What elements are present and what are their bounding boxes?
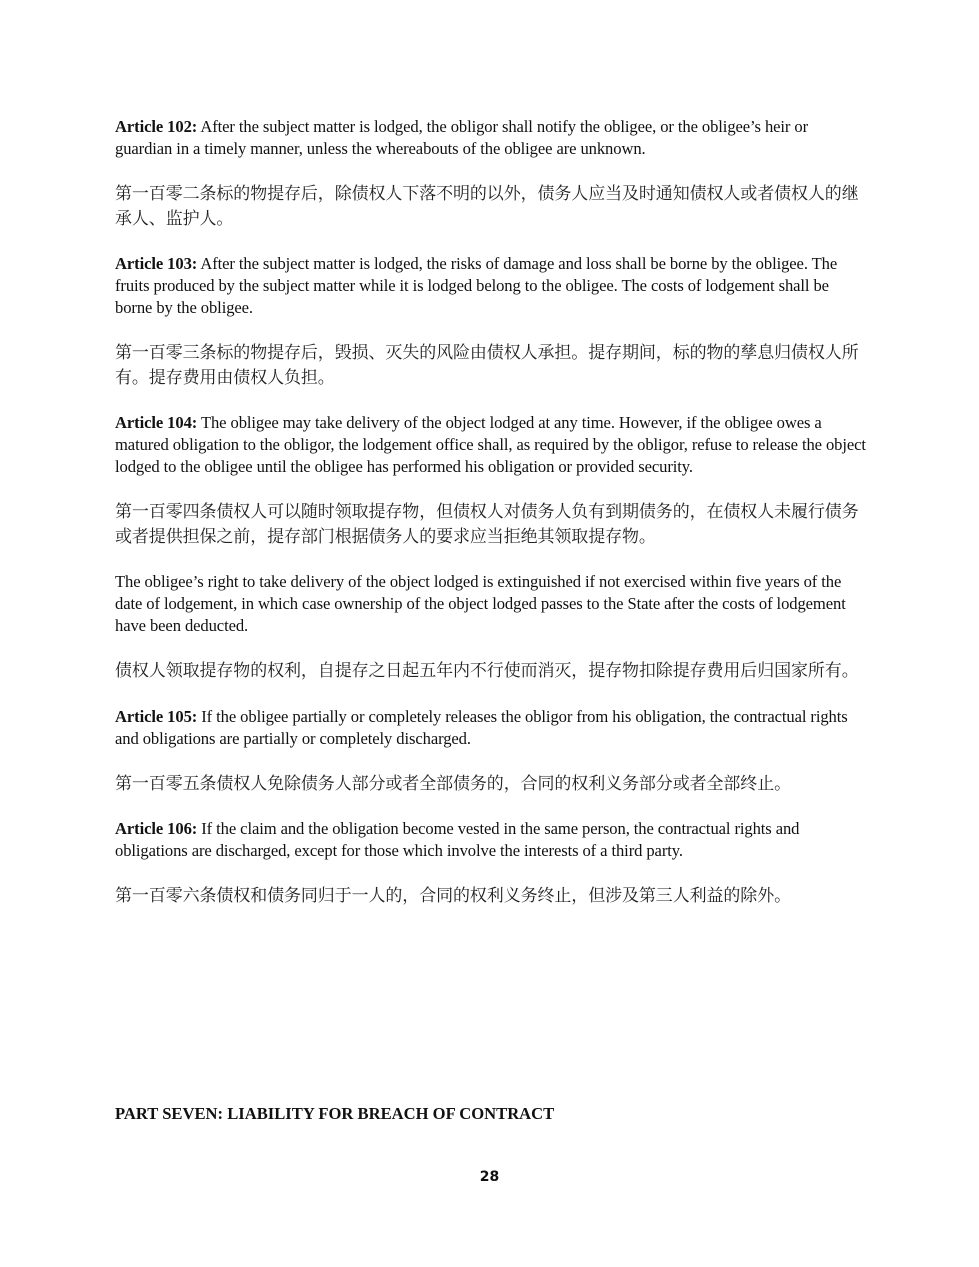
article-label: Article 104:: [115, 413, 198, 432]
article-105-en: [115, 706, 867, 750]
article-104-zh: 第一百零四条债权人可以随时领取提存物，但债权人对债务人负有到期债务的，在债权人未履行债务或者提供担保之前，提存部门根据债务人的要求应当拒绝其领取提存物。: [115, 502, 859, 547]
article-text: The obligee’s right to take delivery of the object lodged is extinguished if not exercised within five years of the date of lodgement, in which case ownership of the object lodged passes to the State after the costs of lodgement have been deducted.: [115, 572, 846, 635]
article-label: Article 106:: [115, 819, 198, 838]
article-text: The obligee may take delivery of the object lodged at any time. However, if the obligee owes a matured obligation to the obligor, the lodgement office shall, as required by the obligor, refuse to release the object lodged to the obligee until the obligee has performed his obligation or provided security.: [115, 413, 866, 476]
article-text: After the subject matter is lodged, the risks of damage and loss shall be borne by the obligee. The fruits produced by the subject matter while it is lodged belong to the obligee. The costs of lodgement shall be borne by the obligee.: [115, 254, 838, 317]
article-102-en: [115, 116, 867, 160]
page-number: 28: [479, 1169, 500, 1185]
article-104-en: [115, 412, 867, 478]
article-106-en: [115, 818, 867, 862]
document-body: [115, 116, 867, 931]
article-label: Article 102:: [115, 117, 198, 136]
article-104-continued-en: [115, 571, 867, 637]
article-text: After the subject matter is lodged, the obligor shall notify the obligee, or the obligee’s heir or guardian in a timely manner, unless the whereabouts of the obligee are unknown.: [115, 117, 809, 158]
article-text: If the obligee partially or completely releases the obligor from his obligation, the contractual rights and obligations are partially or completely discharged.: [115, 706, 848, 748]
article-label: Article 105:: [115, 706, 198, 726]
part-heading: PART SEVEN: LIABILITY FOR BREACH OF CONTRACT: [115, 1104, 555, 1123]
article-106-zh: 第一百零六条债权和债务同归于一人的，合同的权利义务终止，但涉及第三人利益的除外。: [115, 886, 791, 906]
article-103-zh: 第一百零三条标的物提存后，毁损、灭失的风险由债权人承担。提存期间，标的物的孳息归债权人所有。提存费用由债权人负担。: [115, 343, 859, 388]
article-103-en: [115, 253, 867, 319]
article-102-zh: 第一百零二条标的物提存后，除债权人下落不明的以外，债务人应当及时通知债权人或者债权人的继承人、监护人。: [115, 184, 859, 229]
article-label: Article 103:: [115, 254, 198, 273]
article-104-continued-zh: 债权人领取提存物的权利，自提存之日起五年内不行使而消灭，提存物扣除提存费用后归国家所有。: [115, 661, 859, 681]
article-105-zh: 第一百零五条债权人免除债务人部分或者全部债务的，合同的权利义务部分或者全部终止。: [115, 773, 791, 794]
article-text: If the claim and the obligation become vested in the same person, the contractual rights and obligations are discharged, except for those which involve the interests of a third party.: [115, 819, 800, 860]
